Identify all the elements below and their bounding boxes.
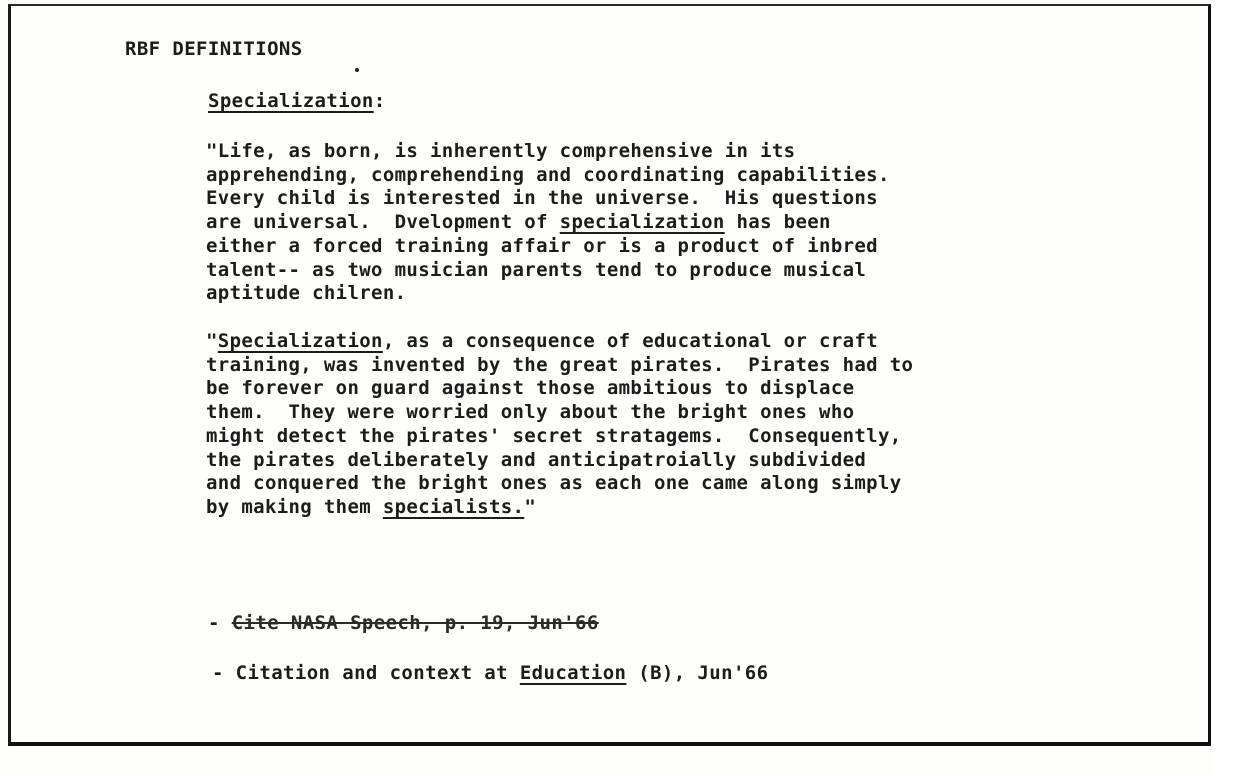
paragraph-line	[206, 211, 890, 235]
underlined-term: specialization	[559, 211, 725, 234]
citation-text: (B), Jun'66	[626, 662, 769, 684]
line-text: has been	[724, 211, 831, 234]
underlined-term: specialists.	[382, 495, 525, 518]
heading-colon: :	[373, 90, 386, 112]
paragraph-line	[206, 330, 913, 354]
quote-paragraph-2	[206, 330, 913, 520]
citation-text: - Citation and context at	[212, 662, 520, 684]
paragraph-line: and conquered the bright ones as each one came along simply	[206, 472, 902, 495]
document-header: RBF DEFINITIONS	[125, 38, 303, 60]
line-text: "	[206, 330, 218, 352]
paragraph-line: "Life, as born, is inherently comprehensive in its	[206, 140, 796, 162]
paragraph-line: aptitude chilren.	[206, 282, 407, 305]
paragraph-line: training, was invented by the great pirates. Pirates had to	[206, 353, 914, 376]
paragraph-line	[206, 496, 913, 520]
definition-heading	[208, 90, 386, 112]
citation-line	[212, 662, 768, 684]
paragraph-line: Every child is interested in the universe. His questions	[206, 187, 878, 210]
ink-dot	[355, 68, 359, 72]
citation-link-term: Education	[519, 662, 627, 684]
line-text: by making them	[206, 495, 383, 518]
line-text: , as a consequence of educational or craft	[382, 330, 878, 352]
underlined-term: Specialization	[217, 330, 383, 352]
struck-citation-text: Cite NASA Speech, p. 19, Jun'66	[231, 612, 599, 634]
line-text: are universal. Dvelopment of	[206, 211, 560, 234]
scan-margin	[1211, 0, 1233, 775]
struck-citation	[208, 612, 599, 634]
line-text: "	[524, 495, 537, 518]
paragraph-line: might detect the pirates' secret stratagems. Consequently,	[206, 424, 902, 447]
paragraph-line: either a forced training affair or is a product of inbred	[206, 234, 878, 257]
quote-paragraph-1	[206, 140, 890, 306]
paragraph-line: them. They were worried only about the bright ones who	[206, 401, 855, 424]
citation-dash: -	[208, 612, 232, 634]
paragraph-line: talent-- as two musician parents tend to produce musical	[206, 258, 867, 281]
heading-term: Specialization	[208, 90, 374, 112]
paragraph-line: apprehending, comprehending and coordinating capabilities.	[206, 163, 890, 186]
paragraph-line: be forever on guard against those ambitious to displace	[206, 377, 855, 400]
paragraph-line: the pirates deliberately and anticipatroially subdivided	[206, 448, 867, 471]
